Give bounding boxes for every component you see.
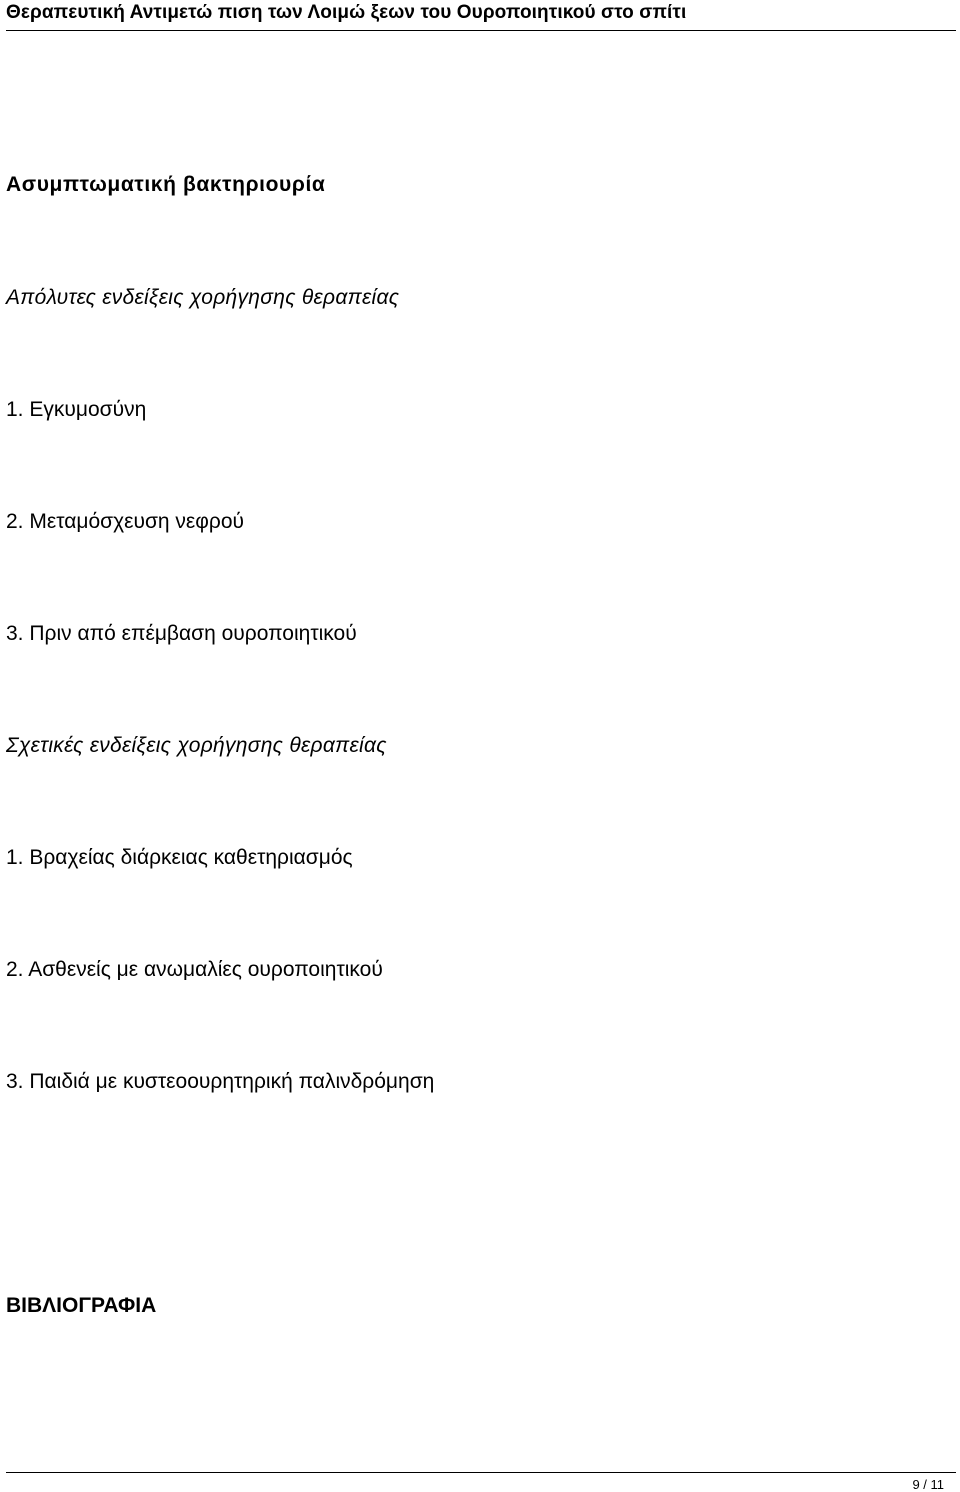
bibliography-heading: ΒΙΒΛΙΟΓΡΑΦΙΑ [6,1294,157,1317]
list-item: 1. Εγκυμοσύνη [6,398,147,421]
page-footer [6,1472,956,1492]
list-item: 3. Παιδιά με κυστεοουρητηρική παλινδρόμηση [6,1070,435,1093]
list-item: 1. Βραχείας διάρκειας καθετηριασμός [6,846,353,869]
document-title: Θεραπευτική Αντιμετώ πιση των Λοιμώ ξεων του Ουροποιητικού στο σπίτι [6,2,687,23]
list-item: 3. Πριν από επέμβαση ουροποιητικού [6,622,357,645]
relative-indications-heading: Σχετικές ενδείξεις χορήγησης θεραπείας [6,734,387,757]
absolute-indications-heading: Απόλυτες ενδείξεις χορήγησης θεραπείας [6,286,400,309]
page-number: 9 / 11 [912,1477,944,1492]
section-heading: Ασυμπτωματική βακτηριουρία [6,173,326,196]
page-header [6,0,956,31]
list-item: 2. Μεταμόσχευση νεφρού [6,510,245,533]
list-item: 2. Ασθενείς με ανωμαλίες ουροποιητικού [6,958,383,981]
